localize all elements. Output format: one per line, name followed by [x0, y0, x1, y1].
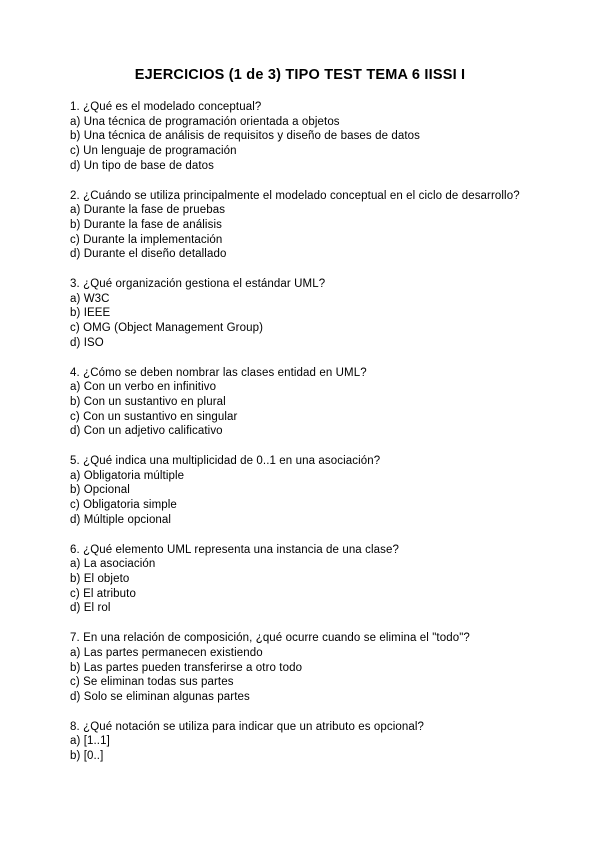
question-2-option-d: d) Durante el diseño detallado [70, 248, 227, 261]
question-1-option-a: a) Una técnica de programación orientada a objetos [70, 115, 340, 128]
question-4-option-b: b) Con un sustantivo en plural [70, 395, 226, 408]
question-6-option-a: a) La asociación [70, 558, 156, 571]
question-7-option-a: a) Las partes permanecen existiendo [70, 646, 263, 659]
question-7-option-c: c) Se eliminan todas sus partes [70, 676, 234, 689]
question-3-option-d: d) ISO [70, 336, 104, 349]
question-4-option-c: c) Con un sustantivo en singular [70, 410, 238, 423]
question-3-option-b: b) IEEE [70, 307, 111, 320]
question-2-option-b: b) Durante la fase de análisis [70, 218, 222, 231]
question-2 [70, 189, 565, 263]
question-7-option-b: b) Las partes pueden transferirse a otro todo [70, 661, 303, 674]
question-1-text: 1. ¿Qué es el modelado conceptual? [70, 101, 262, 113]
question-4-option-d: d) Con un adjetivo calificativo [70, 425, 223, 438]
page-title: EJERCICIOS (1 de 3) TIPO TEST TEMA 6 IISSI I [134, 67, 466, 83]
question-6-option-d: d) El rol [70, 602, 111, 615]
question-7-option-d: d) Solo se eliminan algunas partes [70, 690, 250, 703]
question-6-option-b: b) El objeto [70, 572, 130, 585]
question-6 [70, 543, 565, 617]
question-4 [70, 366, 565, 440]
question-4-text: 4. ¿Cómo se deben nombrar las clases entidad en UML? [70, 366, 367, 379]
question-5-text: 5. ¿Qué indica una multiplicidad de 0..1 en una asociación? [70, 455, 381, 468]
question-5-option-a: a) Obligatoria múltiple [70, 469, 185, 482]
question-1 [70, 100, 565, 174]
question-8 [70, 720, 565, 764]
question-8-option-b: b) [0..] [70, 750, 104, 763]
question-2-option-c: c) Durante la implementación [70, 233, 223, 246]
question-5-option-d: d) Múltiple opcional [70, 513, 172, 526]
question-5-option-b: b) Opcional [70, 484, 130, 497]
question-6-text: 6. ¿Qué elemento UML representa una instancia de una clase? [70, 543, 399, 556]
question-1-option-c: c) Un lenguaje de programación [70, 145, 237, 158]
question-2-text: 2. ¿Cuándo se utiliza principalmente el modelado conceptual en el ciclo de desarrollo? [70, 189, 520, 202]
question-3-option-a: a) W3C [70, 292, 110, 305]
question-1-option-d: d) Un tipo de base de datos [70, 159, 214, 172]
question-8-option-a: a) [1..1] [70, 735, 110, 748]
question-7 [70, 631, 565, 705]
question-3-text: 3. ¿Qué organización gestiona el estándar UML? [70, 278, 326, 291]
question-4-option-a: a) Con un verbo en infinitivo [70, 381, 217, 394]
question-7-text: 7. En una relación de composición, ¿qué ocurre cuando se elimina el "todo"? [70, 632, 470, 645]
question-1-option-b: b) Una técnica de análisis de requisitos y diseño de bases de datos [70, 130, 420, 143]
question-6-option-c: c) El atributo [70, 587, 136, 600]
question-8-text: 8. ¿Qué notación se utiliza para indicar que un atributo es opcional? [70, 720, 425, 733]
question-5-option-c: c) Obligatoria simple [70, 499, 177, 512]
question-5 [70, 454, 565, 528]
question-2-option-a: a) Durante la fase de pruebas [70, 204, 226, 217]
question-3-option-c: c) OMG (Object Management Group) [70, 322, 264, 335]
question-3 [70, 277, 565, 351]
